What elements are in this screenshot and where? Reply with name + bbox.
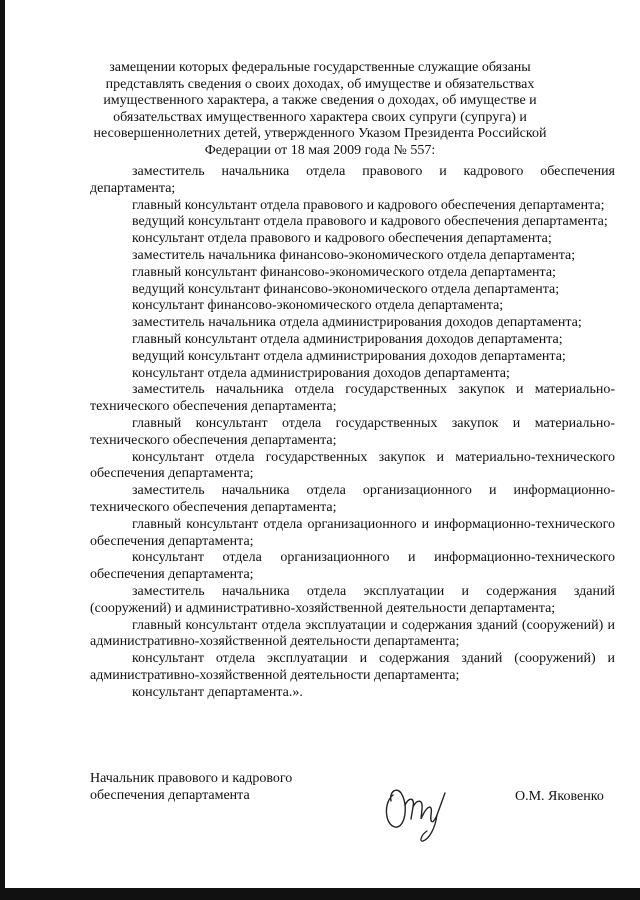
position-item: консультант отдела правового и кадрового обеспечения департамента; — [132, 231, 552, 247]
position-item: ведущий консультант финансово-экономического отдела департамента; — [132, 281, 560, 297]
header-line: обязательствах имущественного характера своих супруги (супруга) и — [113, 109, 527, 125]
signatory-title-line: Начальник правового и кадрового — [90, 771, 293, 786]
position-item: консультант отдела организационного и информационно-технического обеспечения департамента; — [90, 550, 615, 583]
position-item: заместитель начальника отдела эксплуатации и содержания зданий (сооружений) и административно-хозяйственной деятельности департамента; — [90, 583, 615, 616]
signatory-name: О.М. Яковенко — [515, 789, 604, 804]
position-item: заместитель начальника отдела правового и кадрового обеспечения департамента; — [90, 164, 615, 196]
position-item: консультант отдела администрирования доходов департамента; — [132, 365, 510, 381]
position-item: ведущий консультант отдела правового и кадрового обеспечения департамента; — [132, 214, 608, 230]
header-line: несовершеннолетних детей, утвержденного Указом Президента Российской — [93, 126, 547, 141]
position-item: главный консультант отдела правового и кадрового обеспечения департамента; — [132, 197, 605, 213]
header-line: представлять сведения о своих доходах, об имуществе и обязательствах — [105, 76, 535, 92]
position-item: главный консультант отдела администрирования доходов департамента; — [132, 331, 563, 347]
signatory-title — [90, 770, 350, 804]
header-line: имущественного характера, а также сведения о доходах, об имуществе и — [103, 93, 537, 108]
position-item: главный консультант отдела эксплуатации и содержания зданий (сооружений) и административно-хозяйственной деятельности департамента; — [90, 617, 615, 650]
position-item: заместитель начальника финансово-экономического отдела департамента; — [132, 247, 576, 263]
position-item: главный консультант отдела государственных закупок и материально-технического обеспечения департамента; — [90, 415, 615, 448]
scan-left-edge — [0, 0, 5, 900]
header-line: Федерации от 18 мая 2009 года № 557: — [204, 142, 436, 158]
position-item: консультант департамента.». — [132, 684, 303, 700]
scan-bottom-edge — [0, 888, 640, 900]
position-item: ведущий консультант отдела администрирования доходов департамента; — [132, 348, 566, 364]
positions-list — [90, 164, 615, 702]
handwritten-signature — [375, 775, 470, 845]
position-item: заместитель начальника отдела администрирования доходов департамента; — [132, 315, 582, 331]
position-item: консультант отдела государственных закупок и материально-технического обеспечения департамента; — [90, 449, 615, 482]
header-line: замещении которых федеральные государственные служащие обязаны — [109, 60, 531, 75]
position-item: консультант финансово-экономического отдела департамента; — [132, 298, 504, 314]
position-item: консультант отдела эксплуатации и содержания зданий (сооружений) и административно-хозяйственной деятельности департамента; — [90, 651, 615, 683]
document-header — [90, 60, 550, 159]
position-item: заместитель начальника отдела государственных закупок и материально-технического обеспечения департамента; — [90, 382, 615, 415]
signatory-title-line: обеспечения департамента — [90, 788, 250, 803]
position-item: заместитель начальника отдела организационного и информационно-технического обеспечения департамента; — [90, 483, 615, 515]
position-item: главный консультант финансово-экономического отдела департамента; — [132, 264, 556, 280]
position-item: главный консультант отдела организационного и информационно-технического обеспечения департамента; — [90, 516, 615, 549]
